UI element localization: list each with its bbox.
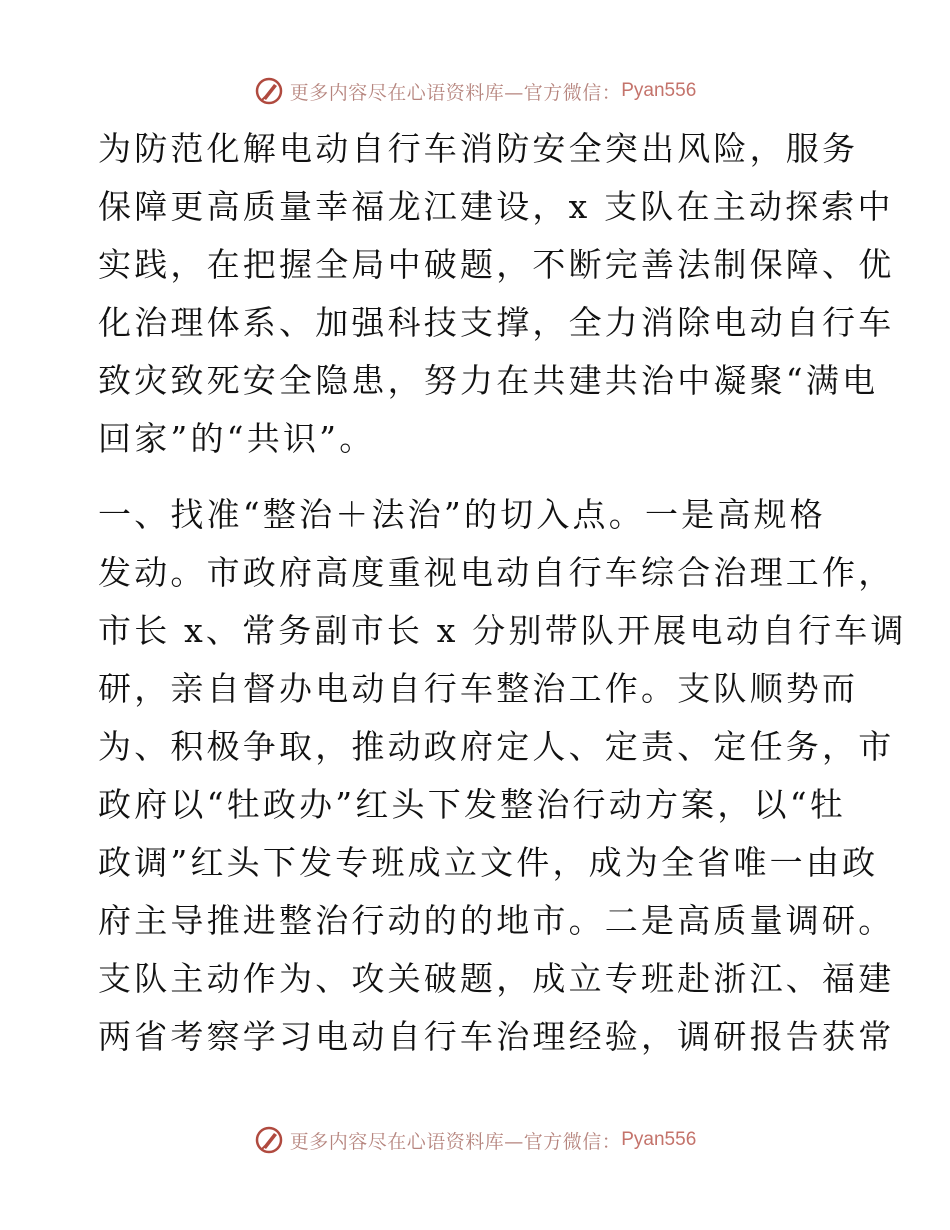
text-line: 实践，在把握全局中破题，不断完善法制保障、优 xyxy=(98,245,895,284)
paragraph-spacer xyxy=(98,468,858,486)
footer-watermark xyxy=(0,1120,950,1160)
paragraph-intro xyxy=(98,120,895,468)
text-line: 研，亲自督办电动自行车整治工作。支队顺势而 xyxy=(98,669,859,708)
header-watermark xyxy=(0,71,950,111)
document-body xyxy=(98,120,907,1066)
text-line: 保障更高质量幸福龙江建设，x 支队在主动探索中 xyxy=(98,187,894,226)
text-line: 回家”的“共识”。 xyxy=(98,419,376,458)
text-line: 致灾致死安全隐患，努力在共建共治中凝聚“满电 xyxy=(98,361,879,400)
text-line: 政府以“牡政办”红头下发整治行动方案，以“牡 xyxy=(98,785,847,824)
watermark-wechat-id: Pyan556 xyxy=(621,1129,697,1150)
text-line: 一、找准“整治＋法治”的切入点。一是高规格 xyxy=(98,495,826,534)
text-line: 为防范化解电动自行车消防安全突出风险，服务 xyxy=(98,129,859,168)
text-line: 两省考察学习电动自行车治理经验，调研报告获常 xyxy=(98,1017,895,1056)
text-line: 为、积极争取，推动政府定人、定责、定任务，市 xyxy=(98,727,895,766)
text-line: 府主导推进整治行动的的地市。二是高质量调研。 xyxy=(98,901,895,940)
watermark-wechat-id: Pyan556 xyxy=(621,80,697,101)
text-line: 发动。市政府高度重视电动自行车综合治理工作， xyxy=(98,553,895,592)
text-line: 市长 x、常务副市长 x 分别带队开展电动自行车调 xyxy=(98,611,907,650)
text-line: 政调”红头下发专班成立文件，成为全省唯一由政 xyxy=(98,843,879,882)
paragraph-section-one xyxy=(98,486,907,1066)
watermark-text: 更多内容尽在心语资料库—官方微信： xyxy=(289,1130,622,1153)
text-line: 支队主动作为、攻关破题，成立专班赴浙江、福建 xyxy=(98,959,895,998)
quill-logo-icon xyxy=(254,76,284,106)
text-line: 化治理体系、加强科技支撑，全力消除电动自行车 xyxy=(98,303,895,342)
watermark-text: 更多内容尽在心语资料库—官方微信： xyxy=(289,81,622,104)
quill-logo-icon xyxy=(254,1125,284,1155)
